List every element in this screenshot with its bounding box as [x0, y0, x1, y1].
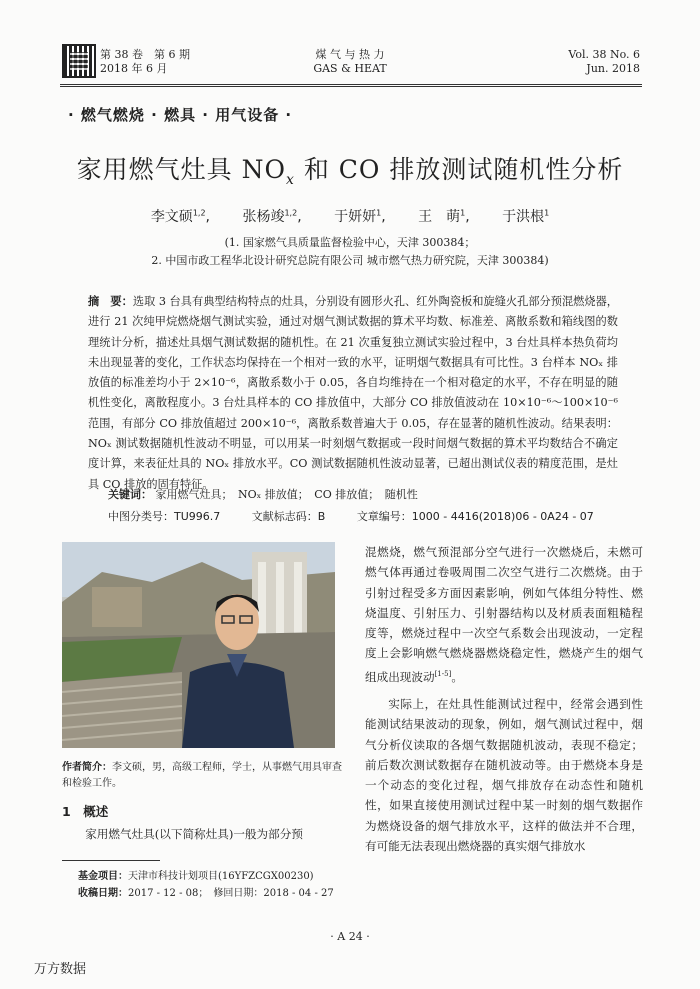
citation: [1-5]	[434, 669, 452, 678]
issue-date: 2018 年 6 月	[100, 62, 168, 75]
page-number: · A 24 ·	[330, 930, 370, 943]
journal-volume	[568, 48, 640, 76]
header-rule-double	[60, 86, 642, 87]
abstract-label: 摘 要：	[88, 295, 133, 308]
section-heading: · 燃气燃烧 · 燃具 · 用气设备 ·	[68, 106, 293, 124]
author-bio	[62, 760, 342, 792]
paper-title	[0, 150, 700, 188]
author: 张杨竣$^{1,2}$,	[242, 208, 302, 225]
paragraph-2: 实际上，在灶具性能测试过程中，经常会遇到性能测试结果波动的现象，例如，烟气测试过程中，烟气分析仪读取的各烟气数据随机波动，表现不稳定；前后数次测试数据存在随机波动等。由于燃烧本身是一个动态的变化过程，烟气排放存在动态性和随机性，如果直接使用测试过程中某一时刻的烟气数据作为燃烧设备的烟气排放水平，这样的做法并不合理，有可能无法表现出燃烧器的真实烟气排放水	[365, 696, 643, 854]
affiliation-1: (1. 国家燃气具质量监督检验中心，天津 300384；	[224, 236, 476, 249]
volume-date: Jun. 2018	[586, 62, 640, 75]
section-1-heading: 1 概述	[62, 804, 109, 819]
classification-line	[108, 508, 622, 524]
title-pre: 家用燃气灶具 NO	[76, 155, 286, 184]
keywords-list: 家用燃气灶具； NOₓ 排放值； CO 排放值； 随机性	[155, 488, 418, 501]
author: 于妍妍$^1$,	[334, 208, 386, 225]
journal-name-en: GAS & HEAT	[313, 62, 387, 75]
author-list	[0, 206, 700, 226]
author: 李文硕$^{1,2}$,	[150, 208, 210, 225]
abstract	[88, 292, 618, 495]
footnote-rule	[62, 860, 160, 861]
author-photo	[62, 542, 335, 748]
author: 于洪根$^1$	[502, 208, 550, 225]
watermark: 万方数据	[34, 962, 87, 977]
right-column-text	[365, 542, 643, 856]
author-bio-label: 作者简介：	[62, 762, 112, 773]
title-post: 和 CO 排放测试随机性分析	[294, 155, 624, 184]
dates-note: 收稿日期：2017 - 12 - 08； 修回日期：2018 - 04 - 27	[78, 888, 334, 899]
intro-paragraph-start: 家用燃气灶具(以下简称灶具)一般为部分预	[85, 827, 303, 841]
journal-name-cn: 煤 气 与 热 力	[315, 48, 385, 61]
keywords	[108, 486, 418, 502]
paragraph-1: 混燃烧，燃气预混部分空气进行一次燃烧后，未燃可燃气体再通过卷吸周围二次空气进行二次燃烧。由于引射过程受多方面因素影响，例如气体组分特性、燃烧温度、引射压力、引射器结构以及材质表面粗糙程度等，燃烧过程中一次空气系数会出现波动，一定程度上会影响燃气燃烧器燃烧稳定性，燃烧产生的烟气组成出现波动[1-5]。	[365, 545, 643, 684]
affiliation-2: 2. 中国市政工程华北设计研究总院有限公司 城市燃气热力研究院，天津 300384)	[151, 254, 549, 267]
issue-line: 第 38 卷 第 6 期	[100, 48, 190, 61]
keywords-label: 关键词：	[108, 488, 152, 501]
author: 王 萌$^1$,	[418, 208, 470, 225]
funding-note: 基金项目：天津市科技计划项目(16YFZCGX00230)	[78, 871, 314, 882]
clc-number: 中图分类号：TU996.7	[108, 510, 221, 523]
doc-code: 文献标志码：B	[251, 510, 326, 523]
author-bio-text: 李文硕，男，高级工程师，学士，从事燃气用具审查和检验工作。	[62, 762, 342, 789]
abstract-text: 选取 3 台具有典型结构特点的灶具，分别设有圆形火孔、红外陶瓷板和旋缝火孔部分预混燃烧器，进行 21 次纯甲烷燃烧烟气测试实验，通过对烟气测试数据的算术平均数、标准差、离散系数和箱线图的数理统计分析，描述灶具烟气测试数据的随机性。在 21 次重复独立测试实验过程中，3 台灶具样本热负荷均未出现显著的变化，工作状态均保持在一个相对一致的水平，证明烟气数据具有可比性。3 台样本 NOₓ 排放值的标准差均小于 2×10⁻⁶，离散系数小于 0.05，各自均维持在一个相对稳定的水平，不存在明显的随机性变化，离散程度小。3 台灶具样本的 CO 排放值中，大部分 CO 排放值波动在 10×10⁻⁶～100×10⁻⁶ 范围，有部分 CO 排放值超过 200×10⁻⁶，离散系数普遍大于 0.05，存在显著的随机性波动。结果表明：NOₓ 测试数据随机性波动不明显，可以用某一时刻烟气数据或一段时间烟气数据的算术平均数结合不确定度计算，来表征灶具的 NOₓ 排放水平。CO 测试数据随机性波动显著，已超出测试仪表的精度范围，是灶具 CO 排放的固有特征。	[88, 295, 618, 491]
article-number: 文章编号：1000 - 4416(2018)06 - 0A24 - 07	[356, 510, 594, 523]
title-sub: x	[285, 172, 295, 188]
header-rule	[60, 84, 642, 85]
footnotes	[78, 868, 334, 902]
volume-line: Vol. 38 No. 6	[568, 48, 640, 61]
author-photo-illustration	[62, 542, 335, 748]
